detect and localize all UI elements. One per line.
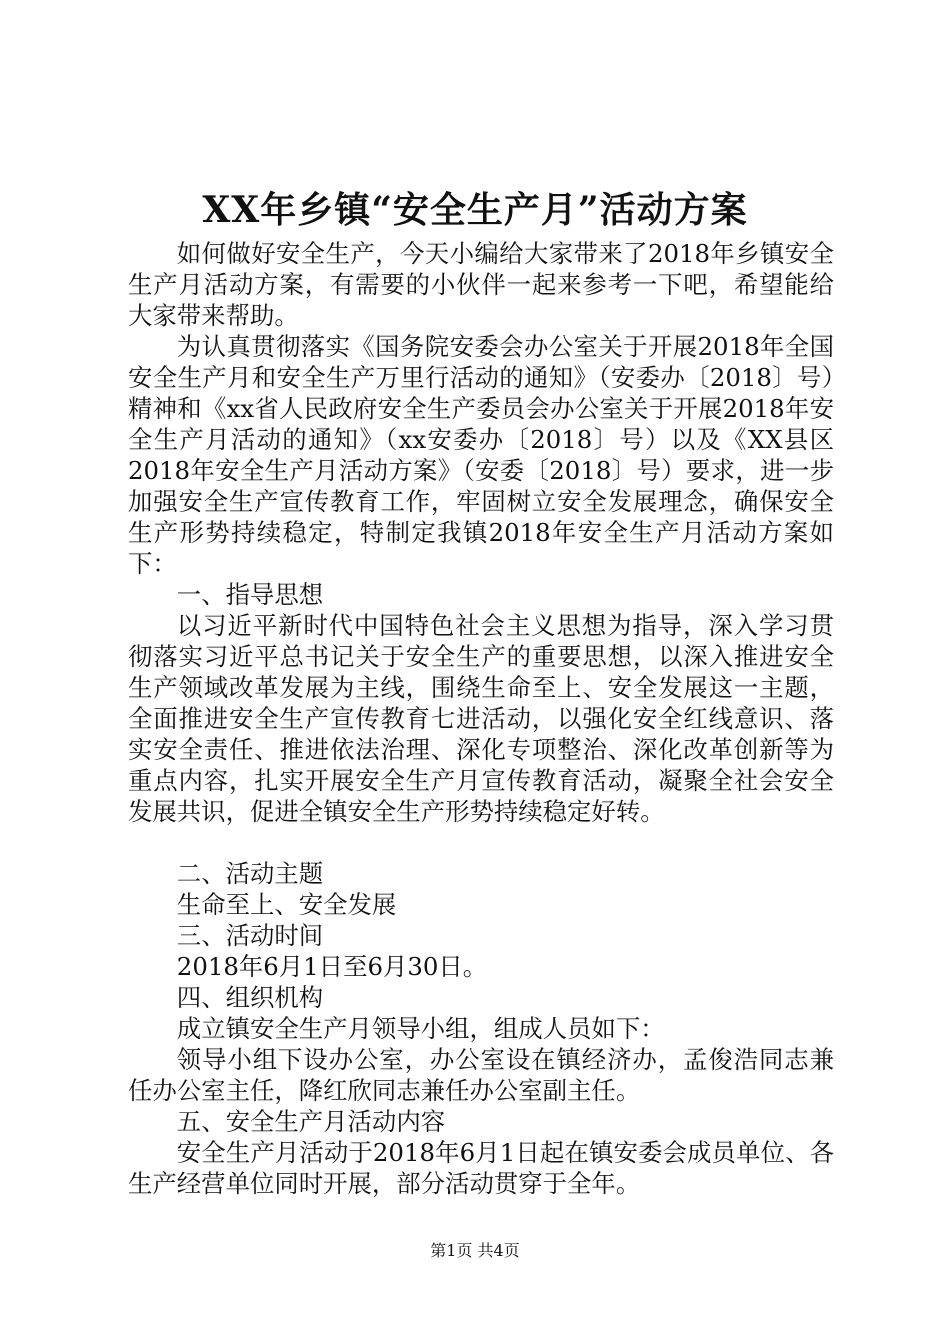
organization-paragraph: 成立镇安全生产月领导小组，组成人员如下：	[176, 1014, 665, 1043]
section-heading-organization: 四、组织机构	[176, 983, 324, 1012]
section-heading-theme: 二、活动主题	[176, 859, 324, 888]
theme-paragraph: 生命至上、安全发展	[176, 890, 397, 919]
guiding-ideology-paragraph: 以习近平新时代中国特色社会主义思想为指导，深入学习贯彻落实习近平总书记关于安全生产的重要思想，以深入推进安全生产领域改革发展为主线，围绕生命至上、安全发展这一主题，全面推进安全生产宣传教育七进活动，以强化安全红线意识、落实安全责任、推进依法治理、深化专项整治、深化改革创新等为重点内容，扎实开展安全生产月宣传教育活动，凝聚全社会安全发展共识，促进全镇安全生产形势持续稳定好转。	[128, 611, 834, 826]
time-paragraph: 2018年6月1日至6月30日。	[176, 952, 488, 981]
page-number: 第1页 共4页	[430, 1241, 520, 1260]
document-body	[128, 238, 834, 1199]
section-heading-content: 五、安全生产月活动内容	[176, 1107, 446, 1136]
section-heading-guiding-ideology: 一、指导思想	[176, 580, 324, 609]
section-heading-time: 三、活动时间	[176, 921, 324, 950]
content-paragraph: 安全生产月活动于2018年6月1日起在镇安委会成员单位、各生产经营单位同时开展，部分活动贯穿于全年。	[128, 1138, 834, 1198]
paragraph-spacer	[128, 827, 834, 858]
purpose-paragraph: 为认真贯彻落实《国务院安委会办公室关于开展2018年全国安全生产月和安全生产万里行活动的通知》（安委办〔2018〕号）精神和《xx省人民政府安全生产委员会办公室关于开展2018年安全生产月活动的通知》（xx安委办〔2018〕号）以及《XX县区2018年安全生产月活动方案》（安委〔2018〕号）要求，进一步加强安全生产宣传教育工作，牢固树立安全发展理念，确保安全生产形势持续稳定，特制定我镇2018年安全生产月活动方案如下：	[128, 332, 834, 578]
office-paragraph: 领导小组下设办公室，办公室设在镇经济办，孟俊浩同志兼任办公室主任，降红欣同志兼任办公室副主任。	[128, 1045, 834, 1105]
document-title: XX年乡镇“安全生产月”活动方案	[202, 189, 748, 231]
intro-paragraph: 如何做好安全生产，今天小编给大家带来了2018年乡镇安全生产月活动方案，有需要的小伙伴一起来参考一下吧，希望能给大家带来帮助。	[128, 239, 834, 330]
